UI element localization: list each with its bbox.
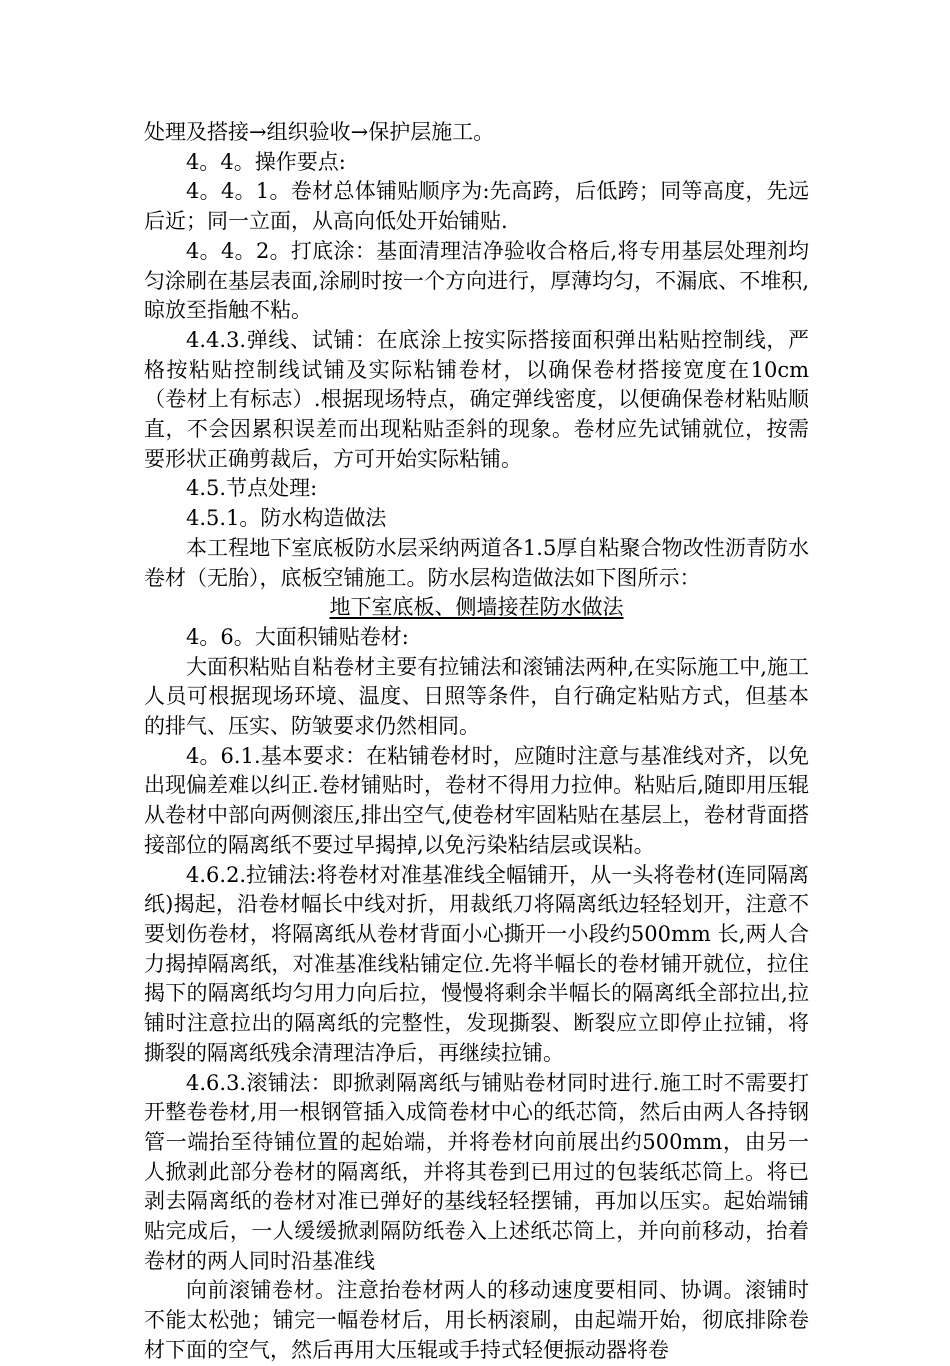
paragraph: 4.6.2.拉铺法:将卷材对准基准线全幅铺开，从一头将卷材(连同隔离纸)揭起，沿卷材幅长中线对折，用裁纸刀将隔离纸边轻轻划开，注意不要划伤卷材，将隔离纸从卷材背面小心撕开一小段约500mm 长,两人合力揭掉隔离纸，对准基准线粘铺定位.先将半幅长的卷材铺开就位，拉住揭下的隔离纸均匀用力向后拉，慢慢将剩余半幅长的隔离纸全部拉出,拉铺时注意拉出的隔离纸的完整性，发现撕裂、断裂应立即停止拉铺，将撕裂的隔离纸残余清理洁净后，再继续拉铺。 bbox=[144, 862, 809, 1065]
document-page bbox=[144, 118, 809, 1366]
paragraph: 大面积粘贴自粘卷材主要有拉铺法和滚铺法两种,在实际施工中,施工人员可根据现场环境、温度、日照等条件，自行确定粘贴方式，但基本的排气、压实、防皱要求仍然相同。 bbox=[144, 654, 809, 739]
paragraph: 4。4。2。打底涂：基面清理洁净验收合格后,将专用基层处理剂均匀涂刷在基层表面,涂刷时按一个方向进行，厚薄均匀，不漏底、不堆积,晾放至指触不粘。 bbox=[144, 238, 809, 323]
section-heading: 4.5.1。防水构造做法 bbox=[186, 506, 387, 531]
section-heading: 4。6。大面积铺贴卷材: bbox=[186, 624, 409, 649]
paragraph: 向前滚铺卷材。注意抬卷材两人的移动速度要相同、协调。滚铺时不能太松弛；铺完一幅卷材后，用长柄滚刷，由起端开始，彻底排除卷材下面的空气，然后再用大压辊或手持式轻便振动器将卷 bbox=[144, 1278, 809, 1362]
paragraph: 4.4.3.弹线、试铺：在底涂上按实际搭接面积弹出粘贴控制线，严格按粘贴控制线试铺及实际粘铺卷材，以确保卷材搭接宽度在10cm（卷材上有标志）.根据现场特点，确定弹线密度，以便确保卷材粘贴顺直，不会因累积误差而出现粘贴歪斜的现象。卷材应先试铺就位，按需要形状正确剪裁后，方可开始实际粘铺。 bbox=[144, 327, 809, 471]
section-heading: 4.5.节点处理: bbox=[186, 476, 318, 501]
figure-caption: 地下室底板、侧墙接茬防水做法 bbox=[329, 595, 624, 620]
paragraph: 本工程地下室底板防水层采纳两道各1.5厚自粘聚合物改性沥青防水卷材（无胎），底板空铺施工。防水层构造做法如下图所示： bbox=[144, 535, 809, 590]
paragraph: 4。6.1.基本要求：在粘铺卷材时，应随时注意与基准线对齐，以免出现偏差难以纠正.卷材铺贴时，卷材不得用力拉伸。粘贴后,随即用压辊从卷材中部向两侧滚压,排出空气,使卷材牢固粘贴在基层上，卷材背面搭接部位的隔离纸不要过早揭掉,以免污染粘结层或误粘。 bbox=[144, 743, 809, 857]
paragraph: 4.6.3.滚铺法：即掀剥隔离纸与铺贴卷材同时进行.施工时不需要打开整卷卷材,用一根钢管插入成筒卷材中心的纸芯筒，然后由两人各持钢管一端抬至待铺位置的起始端，并将卷材向前展出约500mm，由另一人掀剥此部分卷材的隔离纸，并将其卷到已用过的包装纸芯筒上。将已剥去隔离纸的卷材对准已弹好的基线轻轻摆铺，再加以压实。起始端铺贴完成后，一人缓缓掀剥隔防纸卷入上述纸芯筒上，并向前移动，抬着卷材的两人同时沿基准线 bbox=[144, 1070, 809, 1273]
section-heading: 4。4。操作要点: bbox=[186, 149, 346, 174]
paragraph: 处理及搭接→组织验收→保护层施工。 bbox=[144, 120, 495, 144]
paragraph: 4。4。1。卷材总体铺贴顺序为:先高跨，后低跨；同等高度，先远后近；同一立面，从高向低处开始铺贴. bbox=[144, 179, 809, 234]
